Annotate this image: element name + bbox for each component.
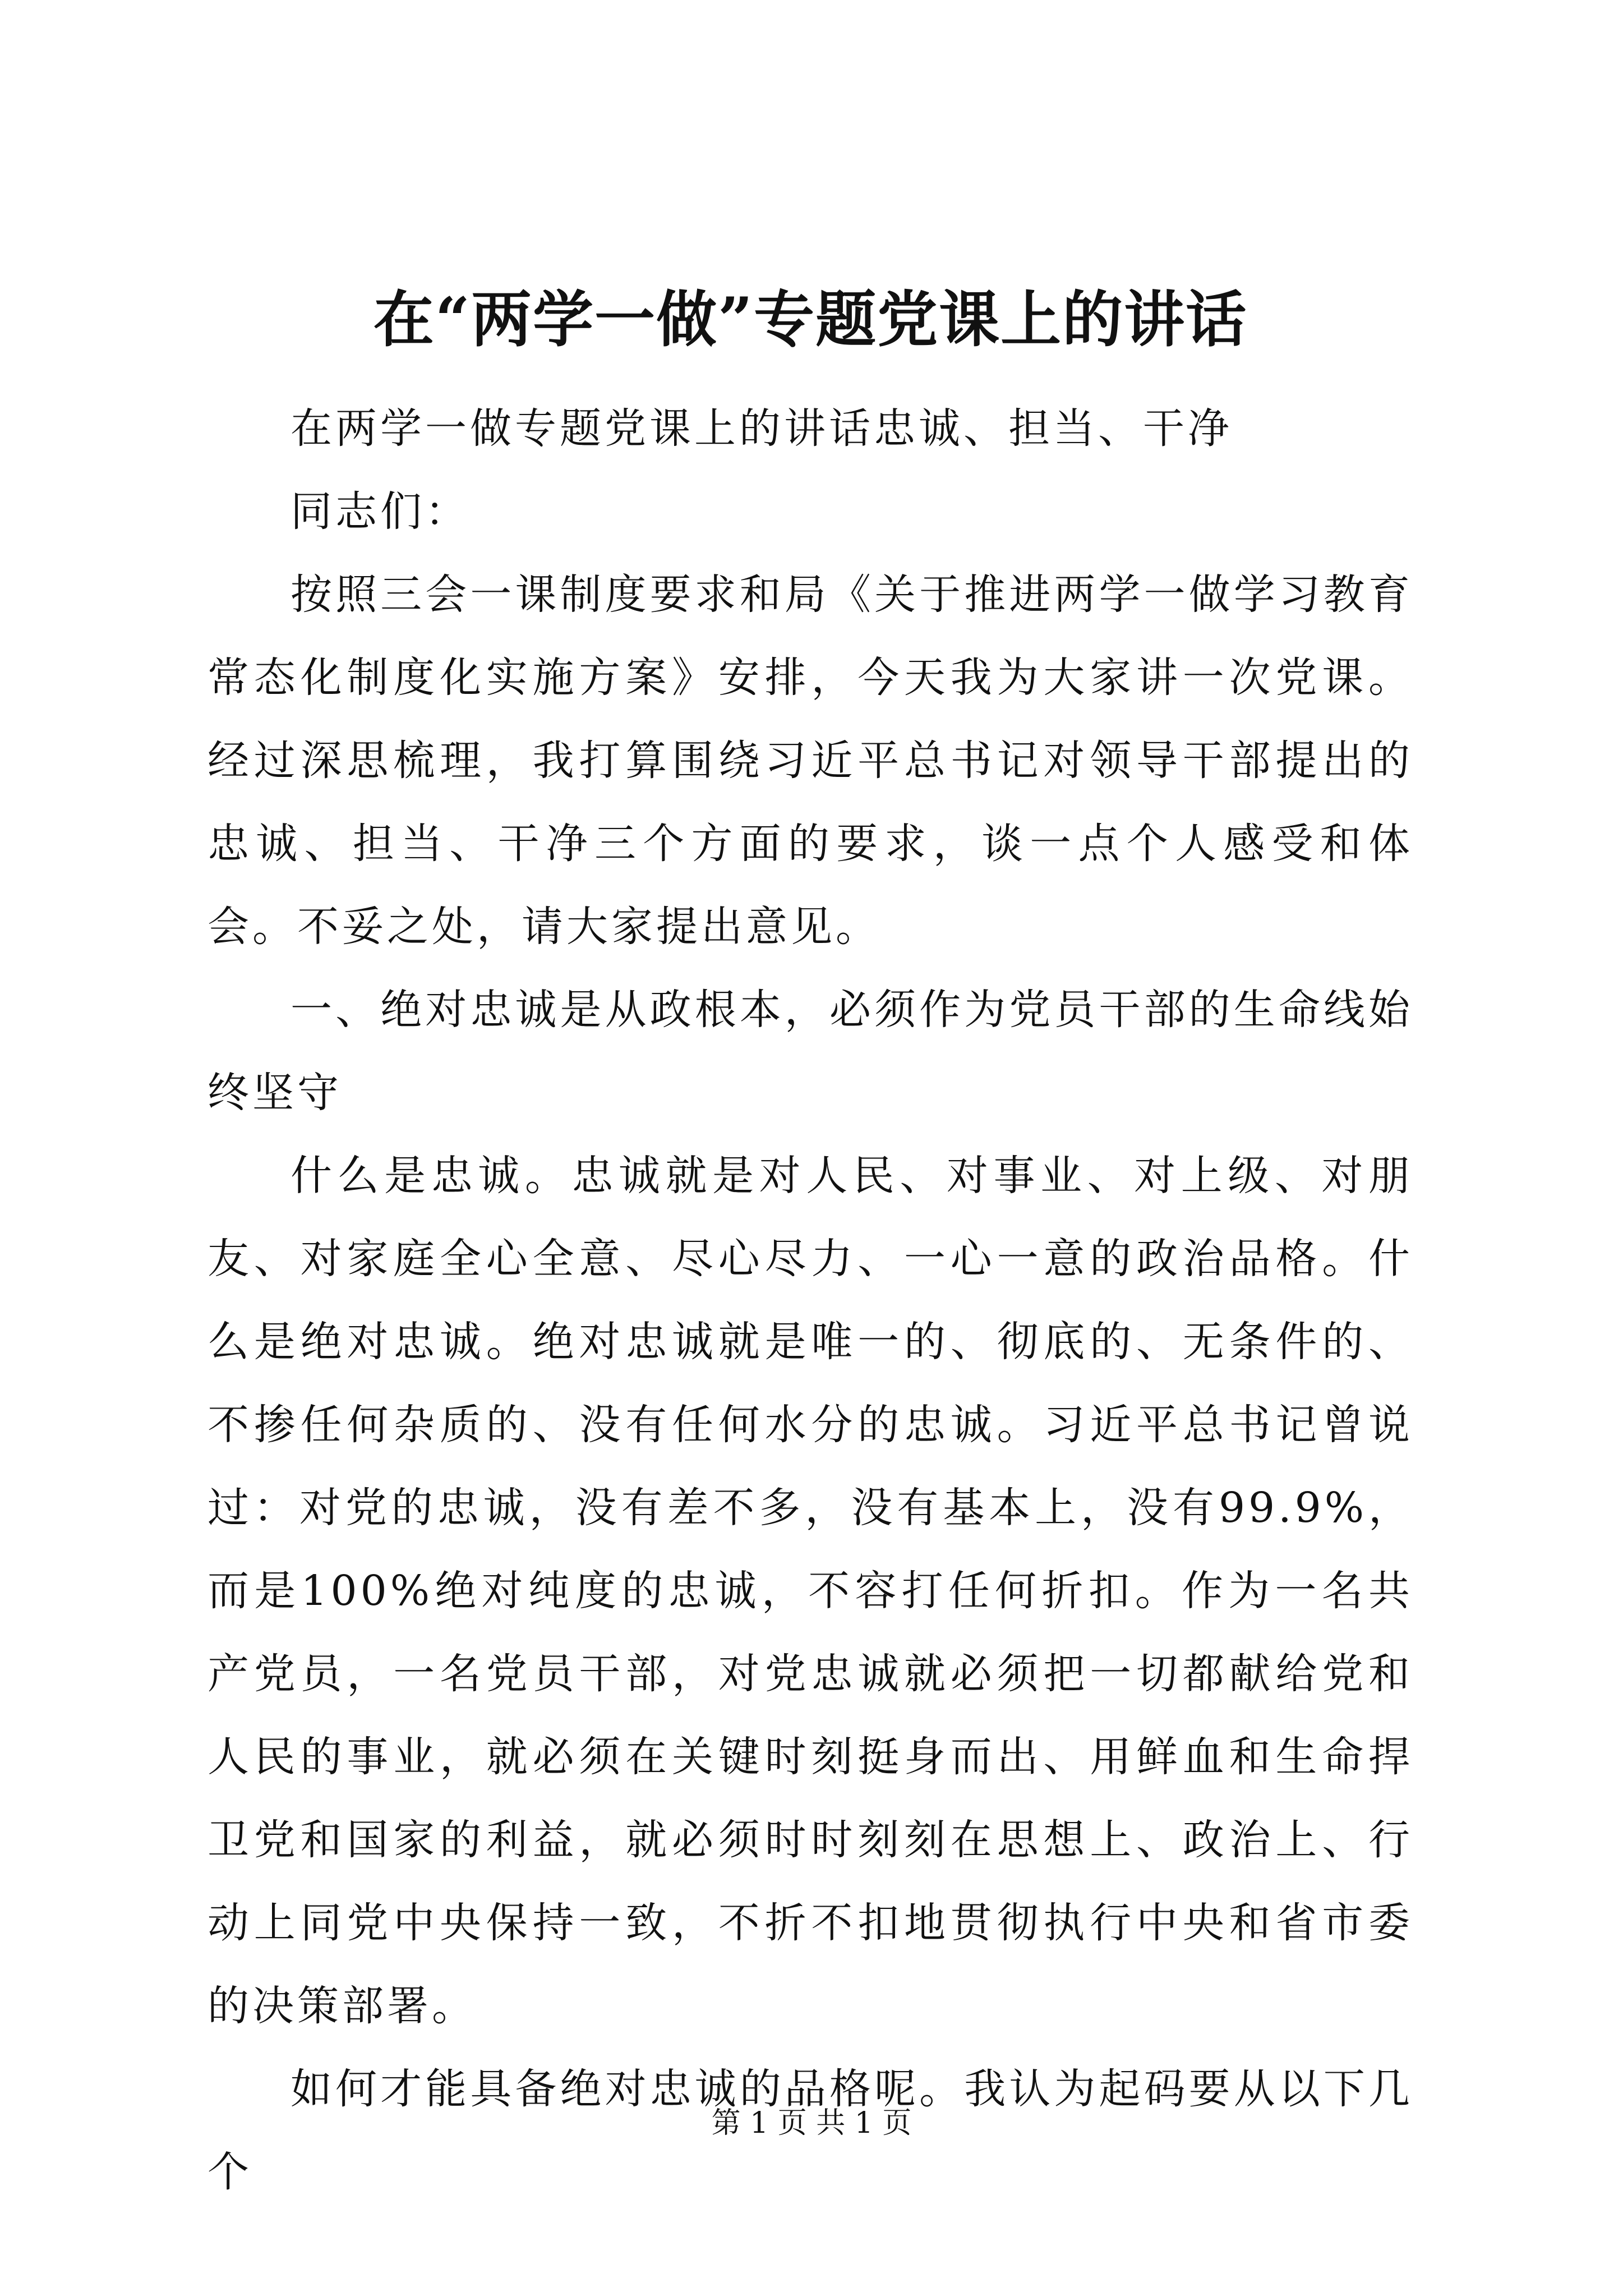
paragraph-subtitle: 在两学一做专题党课上的讲话忠诚、担当、干净 (291, 404, 1233, 453)
paragraph-section-heading: 一、绝对忠诚是从政根本，必须作为党员干部的生命线始终坚守 (208, 986, 1413, 1117)
document-body (208, 387, 1413, 2214)
document-title: 在“两学一做”专题党课上的讲话 (373, 284, 1248, 355)
paragraph-loyalty: 什么是忠诚。忠诚就是对人民、对事业、对上级、对朋友、对家庭全心全意、尽心尽力、一心一意的政治品格。什么是绝对忠诚。绝对忠诚就是唯一的、彻底的、无条件的、不掺任何杂质的、没有任何水分的忠诚。习近平总书记曾说过：对党的忠诚，没有差不多，没有基本上，没有99.9%，而是100%绝对纯度的忠诚，不容打任何折扣。作为一名共产党员，一名党员干部，对党忠诚就必须把一切都献给党和人民的事业，就必须在关键时刻挺身而出、用鲜血和生命捍卫党和国家的利益，就必须时时刻刻在思想上、政治上、行动上同党中央保持一致，不折不扣地贯彻执行中央和省市委的决策部署。 (208, 1152, 1413, 2030)
paragraph-salutation: 同志们： (291, 487, 470, 536)
paragraph-how-to: 如何才能具备绝对忠诚的品格呢。我认为起码要从以下几个 (208, 2065, 1413, 2196)
page-footer: 第 1 页 共 1 页 (711, 2106, 912, 2140)
paragraph-intro: 按照三会一课制度要求和局《关于推进两学一做学习教育常态化制度化实施方案》安排，今天我为大家讲一次党课。经过深思梳理，我打算围绕习近平总书记对领导干部提出的忠诚、担当、干净三个方面的要求，谈一点个人感受和体会。不妥之处，请大家提出意见。 (208, 570, 1413, 951)
